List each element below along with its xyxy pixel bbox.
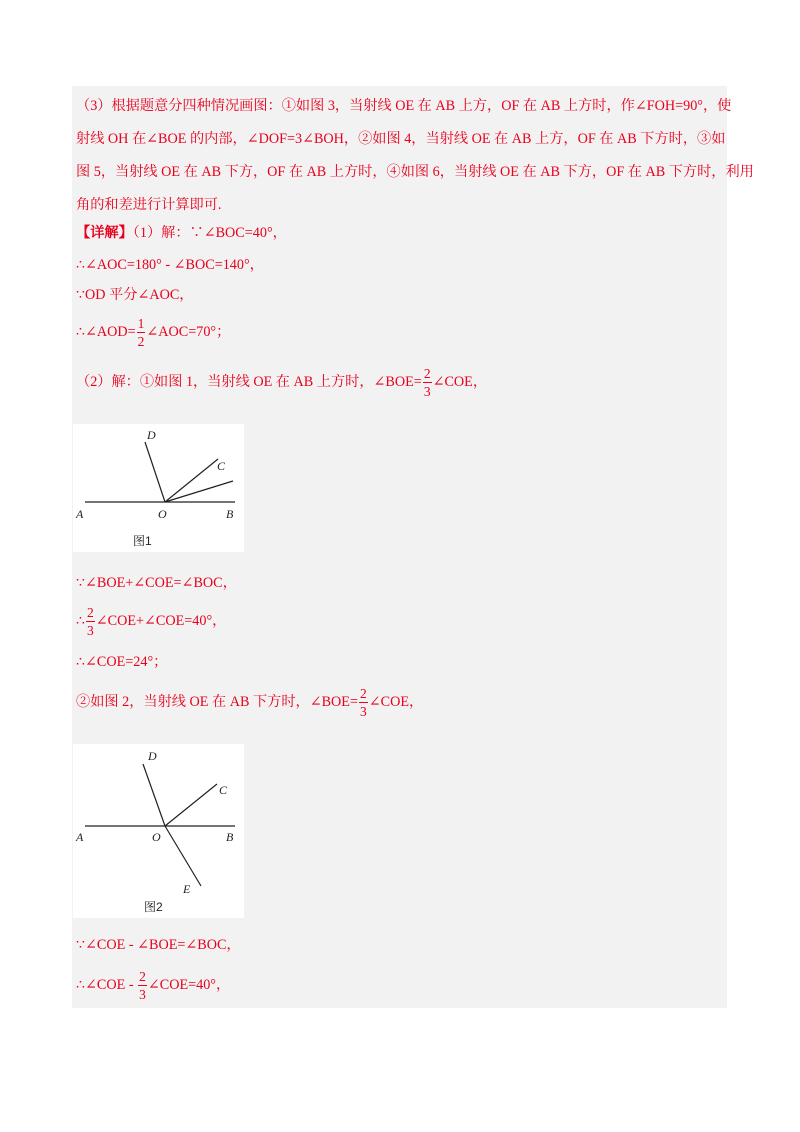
- fraction-denominator: 3: [359, 703, 367, 719]
- label-a: A: [76, 830, 84, 844]
- analysis-line-4: 角的和差进行计算即可.: [76, 197, 222, 213]
- figure-1-diagram: [73, 424, 244, 552]
- step-aoc: ∴∠AOC=180° - ∠BOC=140°，: [76, 257, 264, 273]
- fraction-two-thirds: [86, 606, 95, 637]
- analysis-line-1: （3）根据题意分四种情况画图：①如图 3，当射线 OE 在 AB 上方，OF 在 AB 上方时，作∠FOH=90°，使: [76, 98, 732, 114]
- step-result: ∴∠COE=24°；: [76, 654, 168, 670]
- ray-oe: [165, 826, 201, 886]
- ray-od: [143, 764, 165, 826]
- step-equation-2: [76, 970, 230, 1001]
- label-o: O: [158, 507, 167, 521]
- step-sum: ∵∠BOE+∠COE=∠BOC，: [76, 575, 237, 591]
- fraction-numerator: 1: [137, 316, 145, 332]
- fraction-two-thirds: [423, 367, 432, 398]
- label-a: A: [76, 507, 84, 521]
- label-o: O: [152, 830, 161, 844]
- detail-rest: （1）解：∵∠BOC=40°，: [132, 225, 287, 241]
- label-b: B: [226, 507, 234, 521]
- part2-case1-suffix: ∠COE，: [432, 374, 488, 390]
- label-d: D: [148, 749, 157, 763]
- label-b: B: [226, 830, 234, 844]
- ray-od: [145, 442, 165, 502]
- figure-2-caption: 图2: [144, 900, 163, 914]
- step-aod-suffix: ∠AOC=70°；: [146, 324, 231, 340]
- fraction-denominator: 3: [87, 622, 94, 638]
- part2-case2-suffix: ∠COE，: [368, 694, 424, 710]
- fraction-denominator: 3: [423, 383, 431, 399]
- fraction-numerator: 2: [139, 969, 146, 985]
- step-equation: [76, 606, 226, 637]
- figure-2: [73, 744, 244, 918]
- fraction-half: [137, 317, 146, 348]
- part2-case2: [76, 687, 423, 718]
- fraction-numerator: 2: [359, 686, 367, 702]
- fraction-denominator: 3: [139, 986, 146, 1002]
- fraction-numerator: 2: [87, 605, 94, 621]
- step-od-bisect: ∵OD 平分∠AOC，: [76, 287, 194, 303]
- step-equation-2-prefix: ∴∠COE -: [76, 977, 138, 993]
- label-c: C: [219, 783, 228, 797]
- step-equation-prefix: ∴: [76, 613, 86, 629]
- step-equation-suffix: ∠COE+∠COE=40°，: [95, 613, 227, 629]
- analysis-line-2: 射线 OH 在∠BOE 的内部，∠DOF=3∠BOH，②如图 4，当射线 OE 在 AB 上方，OF 在 AB 下方时，③如: [76, 131, 726, 147]
- detail-line: [76, 223, 287, 243]
- figure-2-diagram: [73, 744, 244, 918]
- part2-case1-prefix: （2）解：①如图 1，当射线 OE 在 AB 上方时，∠BOE=: [76, 374, 422, 390]
- label-e: E: [183, 882, 191, 896]
- part2-case2-prefix: ②如图 2，当射线 OE 在 AB 下方时，∠BOE=: [76, 694, 358, 710]
- fraction-two-thirds: [138, 970, 147, 1001]
- step-difference: ∵∠COE - ∠BOE=∠BOC，: [76, 937, 241, 953]
- part2-case1: [76, 367, 487, 398]
- step-equation-2-suffix: ∠COE=40°，: [147, 977, 231, 993]
- step-aod-prefix: ∴∠AOD=: [76, 324, 136, 340]
- label-d: D: [147, 428, 156, 442]
- figure-1: [73, 424, 244, 552]
- analysis-line-3: 图 5，当射线 OE 在 AB 下方，OF 在 AB 上方时，④如图 6，当射线 OE 在 AB 下方，OF 在 AB 下方时，利用: [76, 164, 754, 180]
- ray-oc: [165, 459, 218, 502]
- ray-oe: [165, 481, 233, 502]
- figure-1-caption: 图1: [133, 534, 152, 548]
- detail-tag: 【详解】: [76, 225, 133, 241]
- label-c: C: [217, 459, 226, 473]
- fraction-numerator: 2: [423, 366, 431, 382]
- fraction-denominator: 2: [137, 333, 145, 349]
- ray-oc: [165, 784, 217, 826]
- step-aod: [76, 317, 230, 348]
- fraction-two-thirds: [359, 687, 368, 718]
- solution-panel: [72, 86, 754, 1008]
